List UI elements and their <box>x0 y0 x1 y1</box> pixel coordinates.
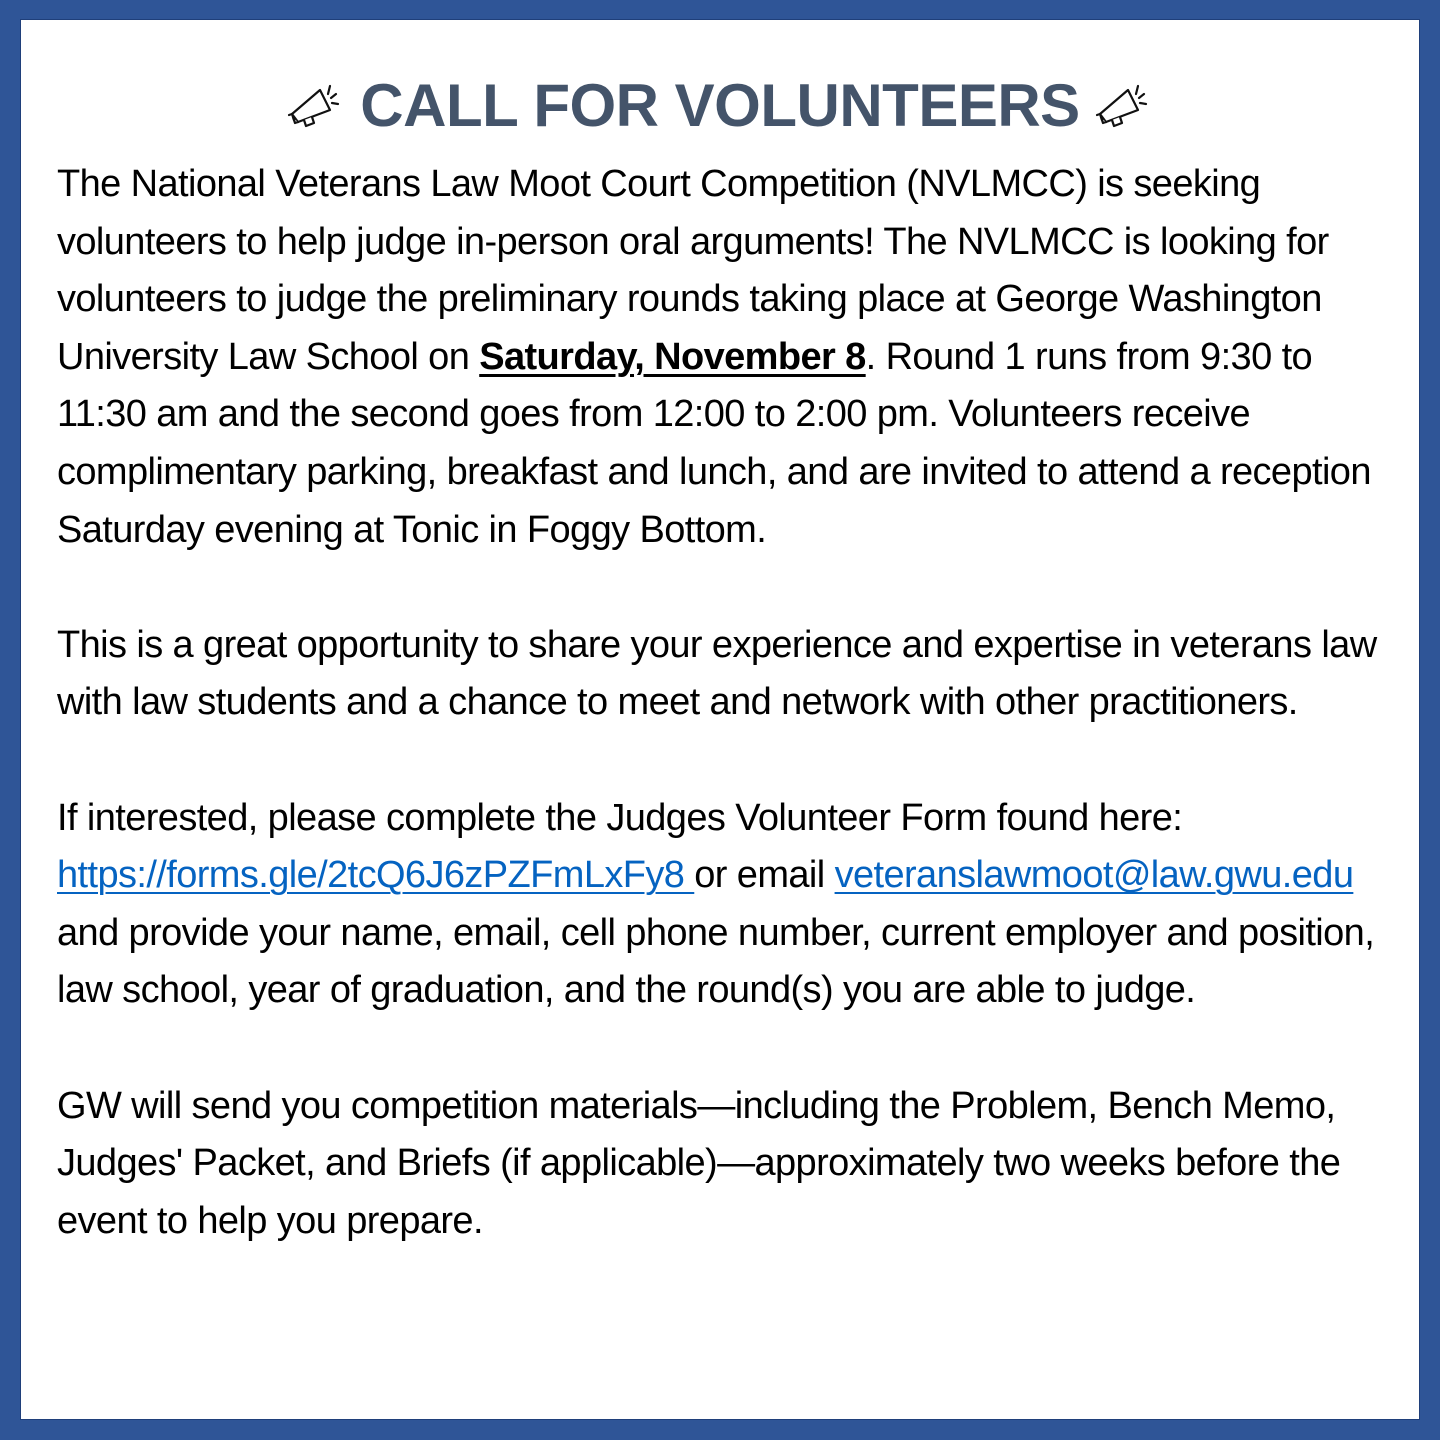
opportunity-paragraph <box>57 617 1402 732</box>
flyer-body <box>57 156 1402 1250</box>
volunteer-form-link[interactable]: https://forms.gle/2tcQ6J6zPZFmLxFy8 <box>57 854 695 897</box>
megaphone-icon <box>1094 80 1154 132</box>
header <box>21 68 1419 144</box>
page-title: CALL FOR VOLUNTEERS <box>360 72 1080 139</box>
materials-text: GW will send you competition materials—including the Problem, Bench Memo, Judges' Packet, and Briefs (if applicable)—approximately two weeks before the event to help you prepare. <box>57 1084 1341 1242</box>
intro-paragraph <box>57 156 1402 559</box>
instructions-paragraph <box>57 790 1402 1020</box>
event-date: Saturday, November 8 <box>479 335 866 378</box>
materials-paragraph <box>57 1078 1402 1251</box>
instructions-or-text: or email <box>694 854 835 897</box>
intro-text: The National Veterans Law Moot Court Competition (NVLMCC) is seeking volunteers to help judge in-person oral arguments! The NVLMCC is looking for volunteers to judge the preliminary rounds taking place at George Washington University Law School on <box>57 163 1329 378</box>
flyer-frame <box>20 19 1420 1420</box>
contact-email-link[interactable]: veteranslawmoot@law.gwu.edu <box>834 854 1354 897</box>
instructions-details-text: and provide your name, email, cell phone number, current employer and position, law school, year of graduation, and the round(s) you are able to judge. <box>57 911 1375 1012</box>
instructions-text: If interested, please complete the Judges Volunteer Form found here: <box>57 796 1183 839</box>
opportunity-text: This is a great opportunity to share your experience and expertise in veterans law with law students and a chance to meet and network with other practitioners. <box>57 623 1377 724</box>
intro-details-text: . Round 1 runs from 9:30 to 11:30 am and the second goes from 12:00 to 2:00 pm. Volunteers receive complimentary parking, breakfast and lunch, and are invited to attend a reception Saturday evening at Tonic in Foggy Bottom. <box>57 335 1371 551</box>
megaphone-icon <box>286 80 346 132</box>
